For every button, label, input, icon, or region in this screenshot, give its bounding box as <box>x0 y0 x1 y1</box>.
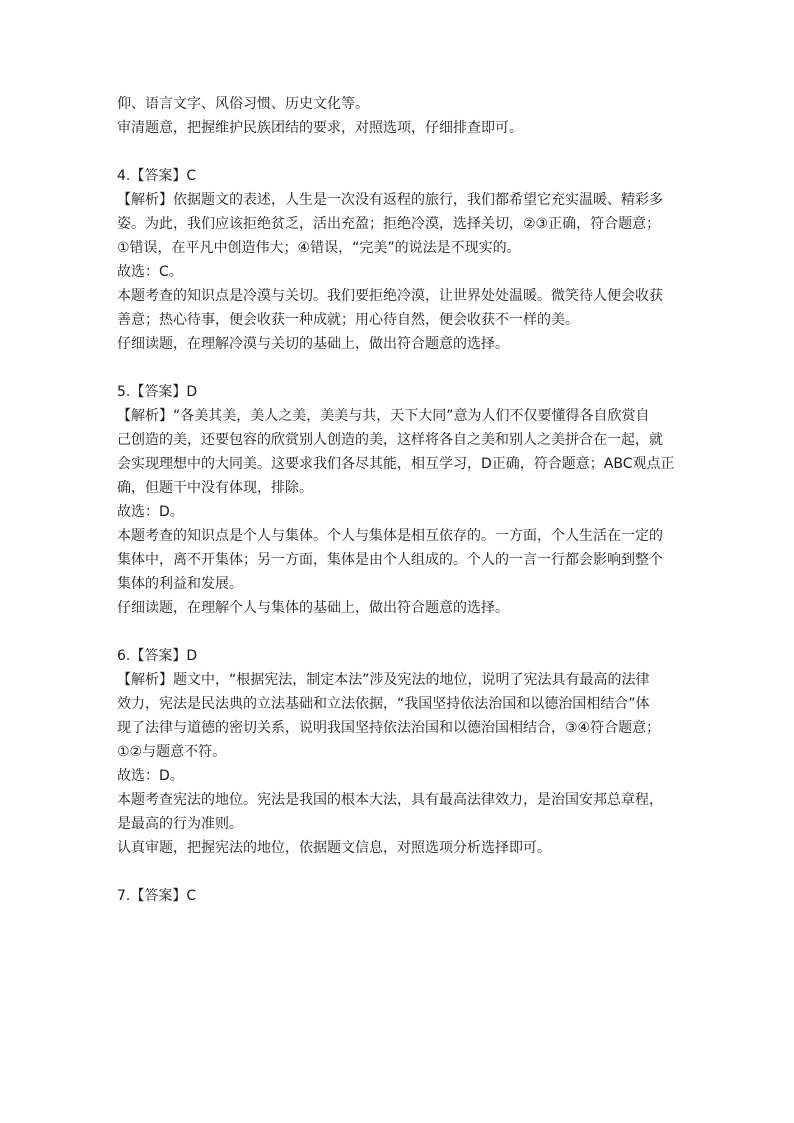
text-line: 会实现理想中的大同美。这要求我们各尽其能，相互学习，D正确，符合题意；ABC观点正 <box>117 456 675 472</box>
text-line: 集体的利益和发展。 <box>117 576 243 592</box>
text-line: 故选：C。 <box>117 264 183 280</box>
text-line: 确，但题干中没有体现，排除。 <box>117 480 313 496</box>
text-line: 集体中，离不开集体；另一方面，集体是由个人组成的。个人的一言一行都会影响到整个 <box>117 552 663 568</box>
text-line: 故选：D。 <box>117 768 184 784</box>
text-line: 审清题意，把握维护民族团结的要求，对照选项，仔细排查即可。 <box>117 120 523 136</box>
text-line: 是最高的行为准则。 <box>117 816 243 832</box>
spacer <box>117 860 677 884</box>
answer-heading: 5.【答案】D <box>117 384 198 400</box>
text-line: 故选：D。 <box>117 504 184 520</box>
text-line: 本题考查的知识点是冷漠与关切。我们要拒绝冷漠，让世界处处温暖。微笑待人便会收获 <box>117 288 663 304</box>
text-line: 【解析】依据题文的表述，人生是一次没有返程的旅行，我们都希望它充实温暖、精彩多 <box>117 192 663 208</box>
text-line: 本题考查宪法的地位。宪法是我国的根本大法，具有最高法律效力，是治国安邦总章程， <box>117 792 663 808</box>
text-line: 仔细读题，在理解冷漠与关切的基础上，做出符合题意的选择。 <box>117 336 509 352</box>
answer-heading: 6.【答案】D <box>117 648 198 664</box>
question-6-section <box>117 644 677 860</box>
text-line: 己创造的美，还要包容的欣赏别人创造的美，这样将各自之美和别人之美拼合在一起，就 <box>117 432 663 448</box>
answer-document <box>117 92 677 908</box>
question-5-section <box>117 380 677 620</box>
spacer <box>117 620 677 644</box>
text-line: 【解析】题文中，“根据宪法，制定本法”涉及宪法的地位，说明了宪法具有最高的法律 <box>117 672 650 688</box>
text-line: 仔细读题，在理解个人与集体的基础上，做出符合题意的选择。 <box>117 600 509 616</box>
text-line: 效力，宪法是民法典的立法基础和立法依据，“我国坚持依法治国和以德治国相结合”体 <box>117 696 650 712</box>
text-line: 【解析】“各美其美，美人之美，美美与共，天下大同”意为人们不仅要懂得各自欣赏自 <box>117 408 650 424</box>
text-line: 仰、语言文字、风俗习惯、历史文化等。 <box>117 96 369 112</box>
text-line: 现了法律与道德的密切关系，说明我国坚持依法治国和以德治国相结合，③④符合题意； <box>117 720 661 736</box>
text-line: ①错误，在平凡中创造伟大；④错误，“完美”的说法是不现实的。 <box>117 240 521 256</box>
answer-heading: 7.【答案】C <box>117 888 197 904</box>
text-line: 认真审题，把握宪法的地位，依据题文信息，对照选项分析选择即可。 <box>117 840 551 856</box>
spacer <box>117 356 677 380</box>
text-line: 姿。为此，我们应该拒绝贫乏，活出充盈；拒绝冷漠，选择关切，②③正确，符合题意； <box>117 216 661 232</box>
text-line: ①②与题意不符。 <box>117 744 227 760</box>
question-4-section <box>117 164 677 356</box>
question-7-section <box>117 884 677 908</box>
text-line: 善意；热心待事，便会收获一种成就；用心待自然，便会收获不一样的美。 <box>117 312 579 328</box>
answer-heading: 4.【答案】C <box>117 168 197 184</box>
intro-section <box>117 92 677 140</box>
spacer <box>117 140 677 164</box>
text-line: 本题考查的知识点是个人与集体。个人与集体是相互依存的。一方面，个人生活在一定的 <box>117 528 663 544</box>
